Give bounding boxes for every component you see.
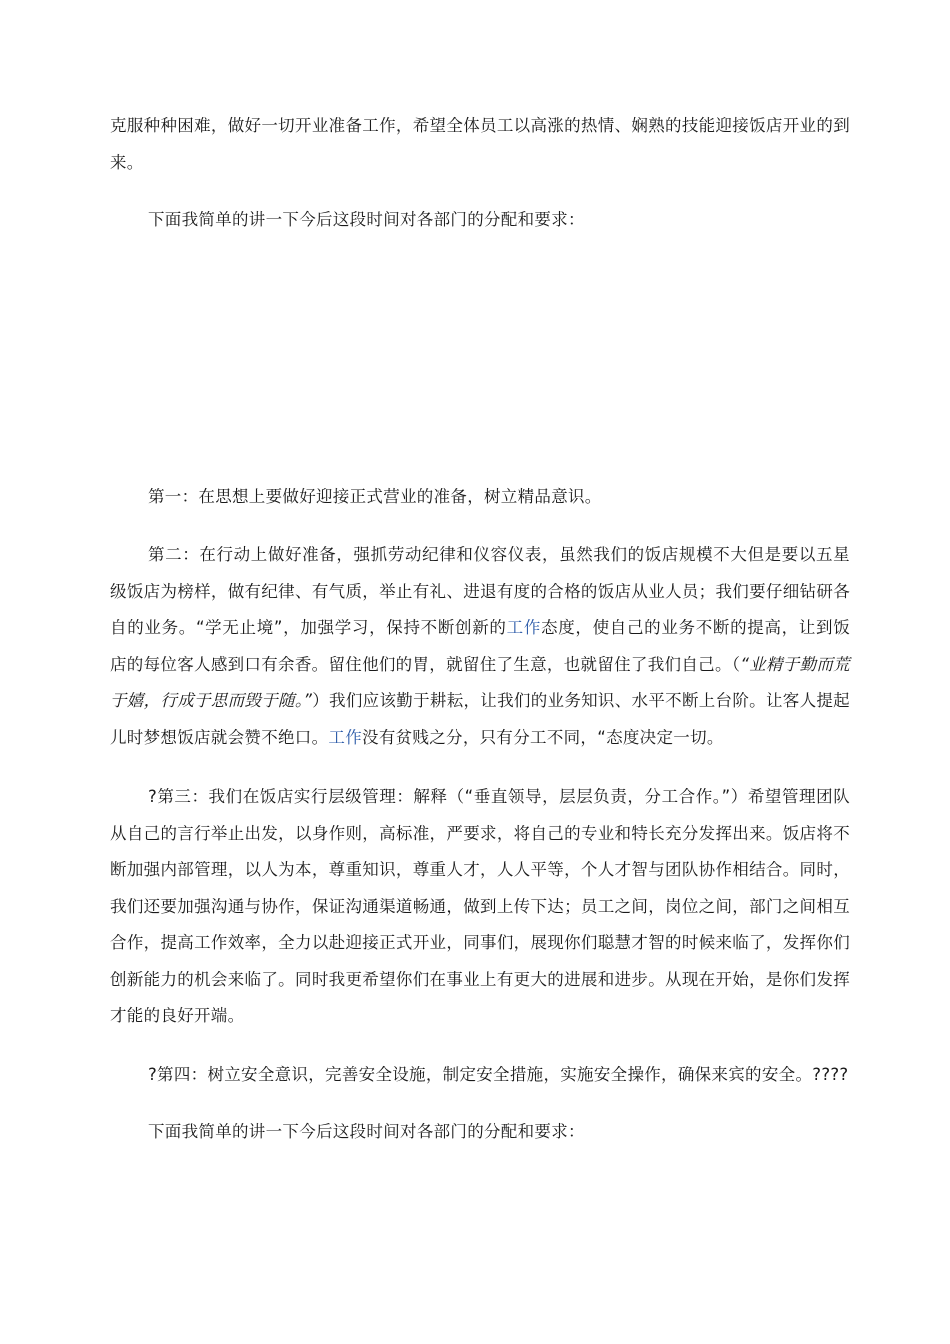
paragraph-point-two xyxy=(110,537,850,756)
paragraph-intro-requirements: 下面我简单的讲一下今后这段时间对各部门的分配和要求： xyxy=(148,210,585,229)
point-two-text-d: 没有贫贱之分，只有分工不同，“态度决定一切。 xyxy=(362,727,724,747)
point-two-text-c: ）我们应该勤于耕耘，让我们的业务知识、水平不断上台阶。让客人提起儿时梦想饭店就会赞不绝口。 xyxy=(110,691,850,747)
point-two-text-a: 第二：在行动上做好准备，强抓劳动纪律和仪容仪表，虽然我们的饭店规模不大但是要以五星级饭店为榜样，做有纪律、有气质，举止有礼、进退有度的合格的饭店从业人员；我们要仔细钻研各自的业务。“学无止境”，加强学习，保持不断创新的 xyxy=(110,545,850,637)
paragraph-point-four: ?第四：树立安全意识，完善安全设施，制定安全措施，实施安全操作，确保来宾的安全。???? xyxy=(148,1065,849,1084)
paragraph-point-three: ?第三：我们在饭店实行层级管理：解释（“垂直领导，层层负责，分工合作。”）希望管理团队从自己的言行举止出发，以身作则，高标准，严要求，将自己的专业和特长充分发挥出来。饭店将不断加强内部管理，以人为本，尊重知识，尊重人才，人人平等，个人才智与团队协作相结合。同时，我们还要加强沟通与协作，保证沟通渠道畅通，做到上传下达；员工之间，岗位之间，部门之间相互合作，提高工作效率，全力以赴迎接正式开业，同事们，展现你们聪慧才智的时候来临了，发挥你们创新能力的机会来临了。同时我更希望你们在事业上有更大的进展和进步。从现在开始，是你们发挥才能的良好开端。 xyxy=(110,787,850,1025)
work-link-1[interactable]: 工作 xyxy=(506,618,542,637)
work-link-2[interactable]: 工作 xyxy=(328,727,363,747)
classical-quote: “业精于勤而荒于嬉，行成于思而毁于随。” xyxy=(110,654,850,710)
paragraph-opening: 克服种种困难，做好一切开业准备工作，希望全体员工以高涨的热情、娴熟的技能迎接饭店开业的到来。 xyxy=(110,116,850,172)
paragraph-point-one: 第一：在思想上要做好迎接正式营业的准备，树立精品意识。 xyxy=(148,487,602,506)
point-two-text-b: 态度，使自己的业务不断的提高，让到饭店的每位客人感到口有余香。留住他们的胃，就留住了生意，也就留住了我们自己。（ xyxy=(110,618,851,674)
paragraph-requirements-repeat: 下面我简单的讲一下今后这段时间对各部门的分配和要求： xyxy=(148,1122,585,1141)
